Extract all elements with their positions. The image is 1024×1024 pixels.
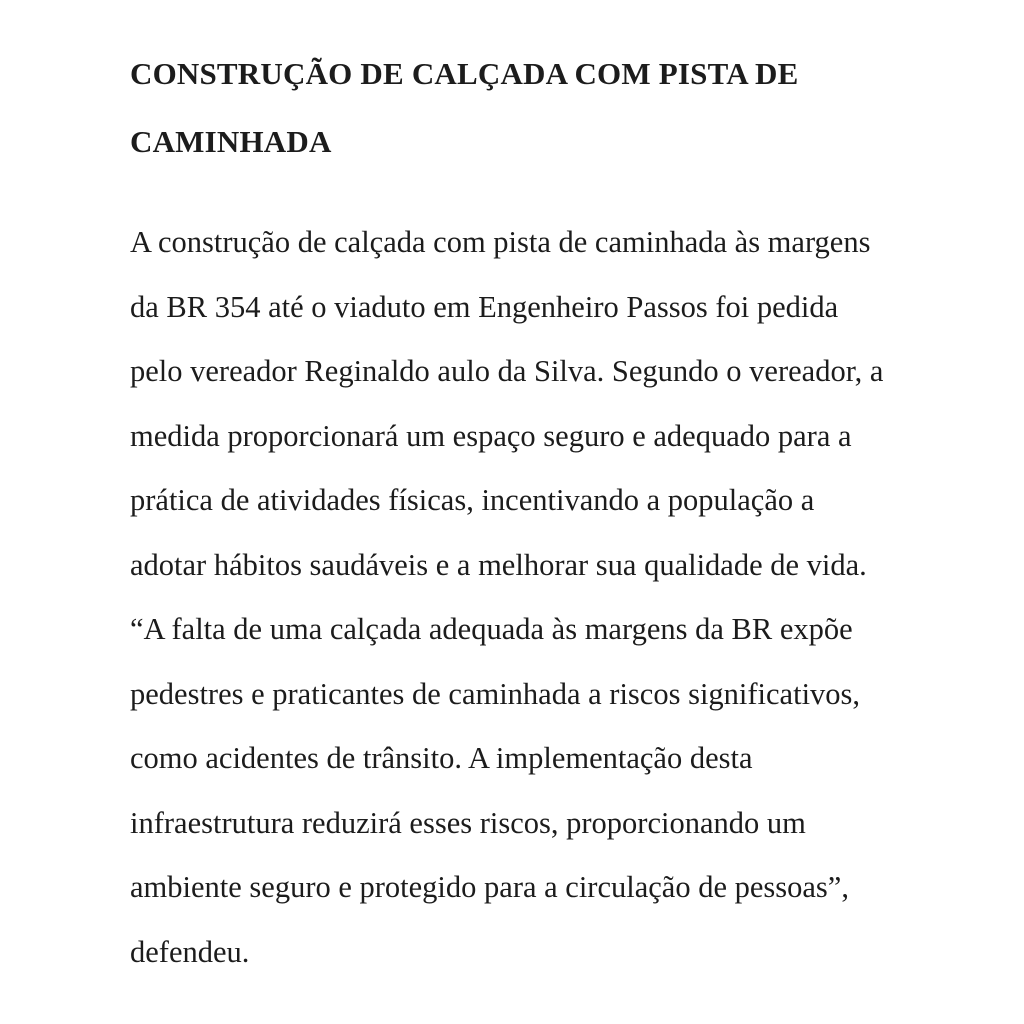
article-title xyxy=(130,40,950,176)
article-body xyxy=(130,210,950,984)
body-line: adotar hábitos saudáveis e a melhorar sua qualidade de vida. xyxy=(130,547,867,582)
title-line: CONSTRUÇÃO DE CALÇADA COM PISTA DE xyxy=(130,56,799,91)
body-line: “A falta de uma calçada adequada às margens da BR expõe xyxy=(130,612,853,646)
body-line: defendeu. xyxy=(130,934,250,969)
body-line: pelo vereador Reginaldo aulo da Silva. Segundo o vereador, a xyxy=(130,354,884,388)
title-line: CAMINHADA xyxy=(130,124,332,159)
body-line: ambiente seguro e protegido para a circulação de pessoas”, xyxy=(130,870,849,904)
body-line: da BR 354 até o viaduto em Engenheiro Passos foi pedida xyxy=(130,289,839,324)
body-line: como acidentes de trânsito. A implementação desta xyxy=(130,741,753,775)
body-line: prática de atividades físicas, incentivando a população a xyxy=(130,483,815,517)
article xyxy=(130,40,950,984)
body-line: medida proporcionará um espaço seguro e adequado para a xyxy=(130,418,852,453)
body-line: infraestrutura reduzirá esses riscos, proporcionando um xyxy=(130,805,806,840)
body-line: A construção de calçada com pista de caminhada às margens xyxy=(130,225,871,259)
body-line: pedestres e praticantes de caminhada a riscos significativos, xyxy=(130,676,861,711)
